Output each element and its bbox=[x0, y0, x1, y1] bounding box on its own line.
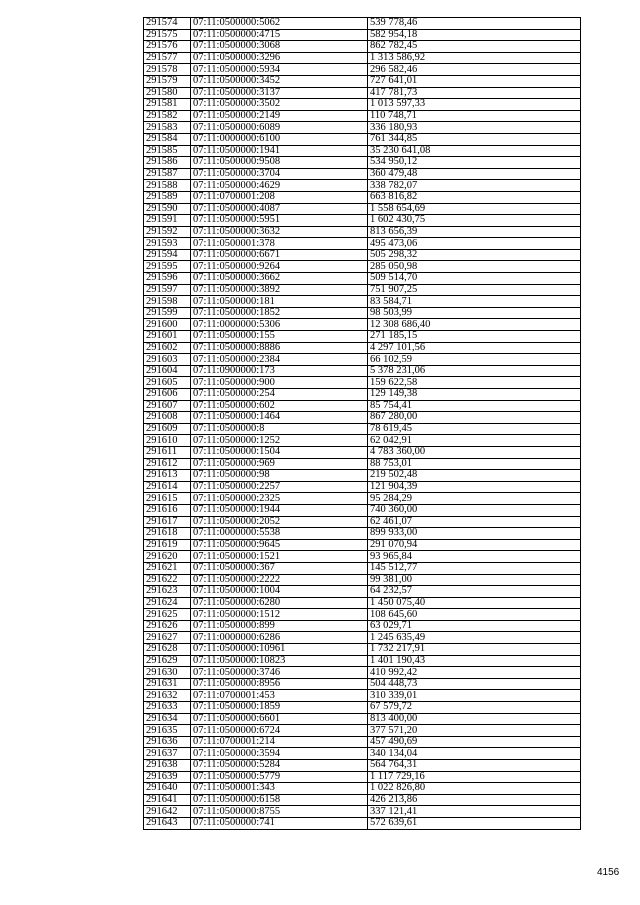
row-number-cell: 291607 bbox=[144, 400, 191, 412]
cadastral-number-cell: 07:11:0500000:3704 bbox=[191, 168, 368, 180]
cadastral-number-cell: 07:11:0500000:3068 bbox=[191, 41, 368, 53]
row-number-cell: 291581 bbox=[144, 99, 191, 111]
cadastral-number-cell: 07:11:0000000:6286 bbox=[191, 632, 368, 644]
table-row bbox=[144, 261, 581, 273]
cadastral-value-cell: 63 029,71 bbox=[368, 620, 581, 632]
cadastral-number-cell: 07:11:0500000:10823 bbox=[191, 655, 368, 667]
cadastral-number-cell: 07:11:0500000:900 bbox=[191, 377, 368, 389]
row-number-cell: 291580 bbox=[144, 87, 191, 99]
table-row bbox=[144, 771, 581, 783]
table-row bbox=[144, 678, 581, 690]
table-row bbox=[144, 748, 581, 760]
cadastral-value-cell: 504 448,73 bbox=[368, 678, 581, 690]
cadastral-number-cell: 07:11:0500000:899 bbox=[191, 620, 368, 632]
row-number-cell: 291626 bbox=[144, 620, 191, 632]
table-row bbox=[144, 29, 581, 41]
row-number-cell: 291614 bbox=[144, 481, 191, 493]
cadastral-value-cell: 285 050,98 bbox=[368, 261, 581, 273]
table-row bbox=[144, 551, 581, 563]
row-number-cell: 291574 bbox=[144, 18, 191, 30]
cadastral-number-cell: 07:11:0500000:254 bbox=[191, 389, 368, 401]
row-number-cell: 291641 bbox=[144, 794, 191, 806]
row-number-cell: 291582 bbox=[144, 110, 191, 122]
cadastral-number-cell: 07:11:0500000:5951 bbox=[191, 215, 368, 227]
row-number-cell: 291623 bbox=[144, 586, 191, 598]
cadastral-value-cell: 495 473,06 bbox=[368, 238, 581, 250]
row-number-cell: 291586 bbox=[144, 157, 191, 169]
table-row bbox=[144, 238, 581, 250]
row-number-cell: 291600 bbox=[144, 319, 191, 331]
cadastral-value-cell: 1 401 190,43 bbox=[368, 655, 581, 667]
cadastral-number-cell: 07:11:0500000:9508 bbox=[191, 157, 368, 169]
table-row bbox=[144, 354, 581, 366]
cadastral-value-cell: 1 602 430,75 bbox=[368, 215, 581, 227]
table-row bbox=[144, 446, 581, 458]
row-number-cell: 291628 bbox=[144, 644, 191, 656]
table-row bbox=[144, 574, 581, 586]
cadastral-number-cell: 07:11:0500000:2325 bbox=[191, 493, 368, 505]
cadastral-number-cell: 07:11:0500000:5062 bbox=[191, 18, 368, 30]
cadastral-value-cell: 1 558 654,69 bbox=[368, 203, 581, 215]
row-number-cell: 291598 bbox=[144, 296, 191, 308]
cadastral-value-cell: 78 619,45 bbox=[368, 423, 581, 435]
cadastral-value-cell: 813 656,39 bbox=[368, 226, 581, 238]
row-number-cell: 291629 bbox=[144, 655, 191, 667]
row-number-cell: 291604 bbox=[144, 365, 191, 377]
cadastral-value-cell: 62 042,91 bbox=[368, 435, 581, 447]
cadastral-value-cell: 337 121,41 bbox=[368, 806, 581, 818]
table-row bbox=[144, 110, 581, 122]
page-number: 4156 bbox=[597, 867, 620, 878]
cadastral-value-cell: 417 781,73 bbox=[368, 87, 581, 99]
table-row bbox=[144, 725, 581, 737]
cadastral-number-cell: 07:11:0000000:5538 bbox=[191, 528, 368, 540]
cadastral-value-cell: 108 645,60 bbox=[368, 609, 581, 621]
cadastral-number-cell: 07:11:0500000:3502 bbox=[191, 99, 368, 111]
row-number-cell: 291609 bbox=[144, 423, 191, 435]
table-row bbox=[144, 458, 581, 470]
cadastral-value-cell: 99 381,00 bbox=[368, 574, 581, 586]
cadastral-number-cell: 07:11:0500000:1859 bbox=[191, 702, 368, 714]
row-number-cell: 291631 bbox=[144, 678, 191, 690]
cadastral-number-cell: 07:11:0500000:1944 bbox=[191, 504, 368, 516]
cadastral-number-cell: 07:11:0500000:2149 bbox=[191, 110, 368, 122]
cadastral-value-cell: 761 344,85 bbox=[368, 133, 581, 145]
cadastral-number-cell: 07:11:0500000:8956 bbox=[191, 678, 368, 690]
cadastral-value-cell: 62 461,07 bbox=[368, 516, 581, 528]
table-row bbox=[144, 423, 581, 435]
row-number-cell: 291599 bbox=[144, 307, 191, 319]
cadastral-value-cell: 67 579,72 bbox=[368, 702, 581, 714]
row-number-cell: 291639 bbox=[144, 771, 191, 783]
cadastral-number-cell: 07:11:0500001:343 bbox=[191, 783, 368, 795]
cadastral-value-cell: 1 013 597,33 bbox=[368, 99, 581, 111]
row-number-cell: 291638 bbox=[144, 760, 191, 772]
row-number-cell: 291575 bbox=[144, 29, 191, 41]
cadastral-value-cell: 1 022 826,80 bbox=[368, 783, 581, 795]
cadastral-value-cell: 727 641,01 bbox=[368, 75, 581, 87]
cadastral-value-cell: 564 764,31 bbox=[368, 760, 581, 772]
row-number-cell: 291595 bbox=[144, 261, 191, 273]
table-row bbox=[144, 760, 581, 772]
table-row bbox=[144, 539, 581, 551]
row-number-cell: 291587 bbox=[144, 168, 191, 180]
row-number-cell: 291602 bbox=[144, 342, 191, 354]
table-row bbox=[144, 226, 581, 238]
table-row bbox=[144, 249, 581, 261]
cadastral-value-cell: 539 778,46 bbox=[368, 18, 581, 30]
cadastral-value-cell: 751 907,25 bbox=[368, 284, 581, 296]
cadastral-value-cell: 85 754,41 bbox=[368, 400, 581, 412]
table-row bbox=[144, 342, 581, 354]
table-row bbox=[144, 702, 581, 714]
table-row bbox=[144, 644, 581, 656]
table-row bbox=[144, 18, 581, 30]
cadastral-number-cell: 07:11:0500000:1504 bbox=[191, 446, 368, 458]
cadastral-value-cell: 66 102,59 bbox=[368, 354, 581, 366]
cadastral-value-cell: 1 245 635,49 bbox=[368, 632, 581, 644]
cadastral-value-cell: 338 782,07 bbox=[368, 180, 581, 192]
row-number-cell: 291640 bbox=[144, 783, 191, 795]
cadastral-number-cell: 07:11:0500000:6158 bbox=[191, 794, 368, 806]
table-row bbox=[144, 41, 581, 53]
cadastral-value-cell: 12 308 686,40 bbox=[368, 319, 581, 331]
cadastral-value-cell: 740 360,00 bbox=[368, 504, 581, 516]
table-row bbox=[144, 586, 581, 598]
table-row bbox=[144, 504, 581, 516]
cadastral-number-cell: 07:11:0500000:8 bbox=[191, 423, 368, 435]
table-row bbox=[144, 794, 581, 806]
cadastral-value-cell: 1 117 729,16 bbox=[368, 771, 581, 783]
row-number-cell: 291593 bbox=[144, 238, 191, 250]
table-row bbox=[144, 632, 581, 644]
cadastral-number-cell: 07:11:0500000:5284 bbox=[191, 760, 368, 772]
table-row bbox=[144, 377, 581, 389]
table-row bbox=[144, 412, 581, 424]
row-number-cell: 291585 bbox=[144, 145, 191, 157]
cadastral-number-cell: 07:11:0500000:3452 bbox=[191, 75, 368, 87]
cadastral-value-cell: 95 284,29 bbox=[368, 493, 581, 505]
row-number-cell: 291635 bbox=[144, 725, 191, 737]
row-number-cell: 291642 bbox=[144, 806, 191, 818]
cadastral-number-cell: 07:11:0500000:98 bbox=[191, 470, 368, 482]
table-row bbox=[144, 713, 581, 725]
table-row bbox=[144, 562, 581, 574]
table-row bbox=[144, 331, 581, 343]
table-row bbox=[144, 180, 581, 192]
row-number-cell: 291606 bbox=[144, 389, 191, 401]
cadastral-value-cell: 110 748,71 bbox=[368, 110, 581, 122]
cadastral-number-cell: 07:11:0500000:6601 bbox=[191, 713, 368, 725]
cadastral-value-cell: 159 622,58 bbox=[368, 377, 581, 389]
row-number-cell: 291576 bbox=[144, 41, 191, 53]
cadastral-value-cell: 862 782,45 bbox=[368, 41, 581, 53]
row-number-cell: 291627 bbox=[144, 632, 191, 644]
table-row bbox=[144, 667, 581, 679]
table-row bbox=[144, 307, 581, 319]
cadastral-value-cell: 271 185,15 bbox=[368, 331, 581, 343]
row-number-cell: 291625 bbox=[144, 609, 191, 621]
cadastral-number-cell: 07:11:0500000:10961 bbox=[191, 644, 368, 656]
cadastral-number-cell: 07:11:0500000:3662 bbox=[191, 273, 368, 285]
cadastral-number-cell: 07:11:0500000:602 bbox=[191, 400, 368, 412]
cadastral-number-cell: 07:11:0000000:5306 bbox=[191, 319, 368, 331]
row-number-cell: 291608 bbox=[144, 412, 191, 424]
table-row bbox=[144, 296, 581, 308]
cadastral-number-cell: 07:11:0500000:3137 bbox=[191, 87, 368, 99]
table-row bbox=[144, 690, 581, 702]
cadastral-value-cell: 145 512,77 bbox=[368, 562, 581, 574]
table-row bbox=[144, 620, 581, 632]
cadastral-value-cell: 1 732 217,91 bbox=[368, 644, 581, 656]
row-number-cell: 291610 bbox=[144, 435, 191, 447]
cadastral-number-cell: 07:11:0500000:1464 bbox=[191, 412, 368, 424]
cadastral-number-cell: 07:11:0500000:1512 bbox=[191, 609, 368, 621]
row-number-cell: 291616 bbox=[144, 504, 191, 516]
row-number-cell: 291618 bbox=[144, 528, 191, 540]
cadastral-value-cell: 5 378 231,06 bbox=[368, 365, 581, 377]
row-number-cell: 291624 bbox=[144, 597, 191, 609]
row-number-cell: 291589 bbox=[144, 191, 191, 203]
cadastral-value-cell: 83 584,71 bbox=[368, 296, 581, 308]
cadastral-number-cell: 07:11:0500000:181 bbox=[191, 296, 368, 308]
cadastral-value-cell: 582 954,18 bbox=[368, 29, 581, 41]
row-number-cell: 291619 bbox=[144, 539, 191, 551]
cadastral-number-cell: 07:11:0000000:6100 bbox=[191, 133, 368, 145]
cadastral-number-cell: 07:11:0500000:5779 bbox=[191, 771, 368, 783]
cadastral-number-cell: 07:11:0500000:8886 bbox=[191, 342, 368, 354]
cadastral-number-cell: 07:11:0500000:6724 bbox=[191, 725, 368, 737]
cadastral-value-cell: 98 503,99 bbox=[368, 307, 581, 319]
cadastral-value-cell: 336 180,93 bbox=[368, 122, 581, 134]
cadastral-value-cell: 310 339,01 bbox=[368, 690, 581, 702]
row-number-cell: 291603 bbox=[144, 354, 191, 366]
table-row bbox=[144, 99, 581, 111]
table-row bbox=[144, 806, 581, 818]
table-row bbox=[144, 133, 581, 145]
cadastral-number-cell: 07:11:0500000:741 bbox=[191, 817, 368, 829]
cadastral-number-cell: 07:11:0500000:3746 bbox=[191, 667, 368, 679]
row-number-cell: 291637 bbox=[144, 748, 191, 760]
row-number-cell: 291592 bbox=[144, 226, 191, 238]
row-number-cell: 291590 bbox=[144, 203, 191, 215]
row-number-cell: 291601 bbox=[144, 331, 191, 343]
table-row bbox=[144, 516, 581, 528]
cadastral-value-cell: 64 232,57 bbox=[368, 586, 581, 598]
table-row bbox=[144, 597, 581, 609]
row-number-cell: 291605 bbox=[144, 377, 191, 389]
cadastral-number-cell: 07:11:0500000:6089 bbox=[191, 122, 368, 134]
cadastral-number-cell: 07:11:0500000:3594 bbox=[191, 748, 368, 760]
row-number-cell: 291632 bbox=[144, 690, 191, 702]
row-number-cell: 291643 bbox=[144, 817, 191, 829]
table-row bbox=[144, 273, 581, 285]
cadastral-number-cell: 07:11:0500000:1521 bbox=[191, 551, 368, 563]
cadastral-number-cell: 07:11:0500000:9264 bbox=[191, 261, 368, 273]
cadastral-number-cell: 07:11:0500000:367 bbox=[191, 562, 368, 574]
table-row bbox=[144, 145, 581, 157]
cadastral-value-cell: 813 400,00 bbox=[368, 713, 581, 725]
table-row bbox=[144, 470, 581, 482]
cadastral-number-cell: 07:11:0500000:6280 bbox=[191, 597, 368, 609]
row-number-cell: 291636 bbox=[144, 736, 191, 748]
cadastral-number-cell: 07:11:0500000:9645 bbox=[191, 539, 368, 551]
cadastral-number-cell: 07:11:0500000:6671 bbox=[191, 249, 368, 261]
table-row bbox=[144, 365, 581, 377]
table-row bbox=[144, 87, 581, 99]
cadastral-value-cell: 457 490,69 bbox=[368, 736, 581, 748]
table-row bbox=[144, 52, 581, 64]
cadastral-number-cell: 07:11:0500000:8755 bbox=[191, 806, 368, 818]
row-number-cell: 291622 bbox=[144, 574, 191, 586]
table-row bbox=[144, 655, 581, 667]
table-row bbox=[144, 481, 581, 493]
cadastral-number-cell: 07:11:0500000:3632 bbox=[191, 226, 368, 238]
row-number-cell: 291588 bbox=[144, 180, 191, 192]
row-number-cell: 291630 bbox=[144, 667, 191, 679]
row-number-cell: 291579 bbox=[144, 75, 191, 87]
table-row bbox=[144, 168, 581, 180]
table-row bbox=[144, 122, 581, 134]
cadastral-value-cell: 426 213,86 bbox=[368, 794, 581, 806]
cadastral-value-cell: 410 992,42 bbox=[368, 667, 581, 679]
table-row bbox=[144, 203, 581, 215]
row-number-cell: 291617 bbox=[144, 516, 191, 528]
table-row bbox=[144, 783, 581, 795]
cadastral-value-cell: 88 753,01 bbox=[368, 458, 581, 470]
row-number-cell: 291596 bbox=[144, 273, 191, 285]
row-number-cell: 291584 bbox=[144, 133, 191, 145]
table-row bbox=[144, 389, 581, 401]
table-row bbox=[144, 191, 581, 203]
cadastral-number-cell: 07:11:0500000:1941 bbox=[191, 145, 368, 157]
row-number-cell: 291620 bbox=[144, 551, 191, 563]
cadastral-number-cell: 07:11:0500000:4629 bbox=[191, 180, 368, 192]
cadastral-value-cell: 867 280,00 bbox=[368, 412, 581, 424]
row-number-cell: 291591 bbox=[144, 215, 191, 227]
table-row bbox=[144, 817, 581, 829]
row-number-cell: 291612 bbox=[144, 458, 191, 470]
row-number-cell: 291578 bbox=[144, 64, 191, 76]
cadastral-value-cell: 340 134,04 bbox=[368, 748, 581, 760]
table-row bbox=[144, 157, 581, 169]
row-number-cell: 291594 bbox=[144, 249, 191, 261]
cadastral-value-cell: 35 230 641,08 bbox=[368, 145, 581, 157]
cadastral-value-cell: 1 313 586,92 bbox=[368, 52, 581, 64]
cadastral-value-cell: 93 965,84 bbox=[368, 551, 581, 563]
row-number-cell: 291583 bbox=[144, 122, 191, 134]
cadastral-number-cell: 07:11:0700001:214 bbox=[191, 736, 368, 748]
table-row bbox=[144, 493, 581, 505]
table-row bbox=[144, 736, 581, 748]
table-row bbox=[144, 75, 581, 87]
cadastral-value-cell: 129 149,38 bbox=[368, 389, 581, 401]
table-row bbox=[144, 400, 581, 412]
table-body bbox=[144, 18, 581, 830]
cadastral-number-cell: 07:11:0700001:453 bbox=[191, 690, 368, 702]
row-number-cell: 291611 bbox=[144, 446, 191, 458]
cadastral-number-cell: 07:11:0500000:1852 bbox=[191, 307, 368, 319]
cadastral-value-cell: 296 582,46 bbox=[368, 64, 581, 76]
cadastral-value-table bbox=[143, 17, 581, 830]
cadastral-number-cell: 07:11:0500000:3892 bbox=[191, 284, 368, 296]
table-row bbox=[144, 284, 581, 296]
cadastral-value-cell: 360 479,48 bbox=[368, 168, 581, 180]
cadastral-number-cell: 07:11:0500000:1252 bbox=[191, 435, 368, 447]
row-number-cell: 291634 bbox=[144, 713, 191, 725]
cadastral-number-cell: 07:11:0500000:969 bbox=[191, 458, 368, 470]
cadastral-number-cell: 07:11:0700001:208 bbox=[191, 191, 368, 203]
cadastral-value-cell: 4 297 101,56 bbox=[368, 342, 581, 354]
cadastral-value-cell: 572 639,61 bbox=[368, 817, 581, 829]
cadastral-number-cell: 07:11:0500000:3296 bbox=[191, 52, 368, 64]
cadastral-number-cell: 07:11:0500001:378 bbox=[191, 238, 368, 250]
row-number-cell: 291621 bbox=[144, 562, 191, 574]
cadastral-value-cell: 534 950,12 bbox=[368, 157, 581, 169]
cadastral-number-cell: 07:11:0500000:1004 bbox=[191, 586, 368, 598]
row-number-cell: 291615 bbox=[144, 493, 191, 505]
cadastral-value-cell: 509 514,70 bbox=[368, 273, 581, 285]
cadastral-number-cell: 07:11:0500000:2384 bbox=[191, 354, 368, 366]
table-row bbox=[144, 435, 581, 447]
cadastral-number-cell: 07:11:0500000:2052 bbox=[191, 516, 368, 528]
table-row bbox=[144, 64, 581, 76]
cadastral-number-cell: 07:11:0500000:2257 bbox=[191, 481, 368, 493]
cadastral-value-cell: 4 783 360,00 bbox=[368, 446, 581, 458]
row-number-cell: 291597 bbox=[144, 284, 191, 296]
cadastral-value-cell: 1 450 075,40 bbox=[368, 597, 581, 609]
cadastral-value-cell: 377 571,20 bbox=[368, 725, 581, 737]
table-row bbox=[144, 215, 581, 227]
cadastral-value-cell: 505 298,32 bbox=[368, 249, 581, 261]
cadastral-number-cell: 07:11:0500000:5934 bbox=[191, 64, 368, 76]
row-number-cell: 291613 bbox=[144, 470, 191, 482]
row-number-cell: 291633 bbox=[144, 702, 191, 714]
row-number-cell: 291577 bbox=[144, 52, 191, 64]
cadastral-number-cell: 07:11:0500000:2222 bbox=[191, 574, 368, 586]
cadastral-value-cell: 291 070,94 bbox=[368, 539, 581, 551]
cadastral-value-cell: 899 933,00 bbox=[368, 528, 581, 540]
cadastral-value-cell: 219 502,48 bbox=[368, 470, 581, 482]
table-row bbox=[144, 528, 581, 540]
cadastral-value-cell: 663 816,82 bbox=[368, 191, 581, 203]
table-row bbox=[144, 319, 581, 331]
table-row bbox=[144, 609, 581, 621]
cadastral-number-cell: 07:11:0500000:4087 bbox=[191, 203, 368, 215]
cadastral-number-cell: 07:11:0900000:173 bbox=[191, 365, 368, 377]
cadastral-number-cell: 07:11:0500000:4715 bbox=[191, 29, 368, 41]
cadastral-number-cell: 07:11:0500000:155 bbox=[191, 331, 368, 343]
cadastral-value-cell: 121 904,39 bbox=[368, 481, 581, 493]
